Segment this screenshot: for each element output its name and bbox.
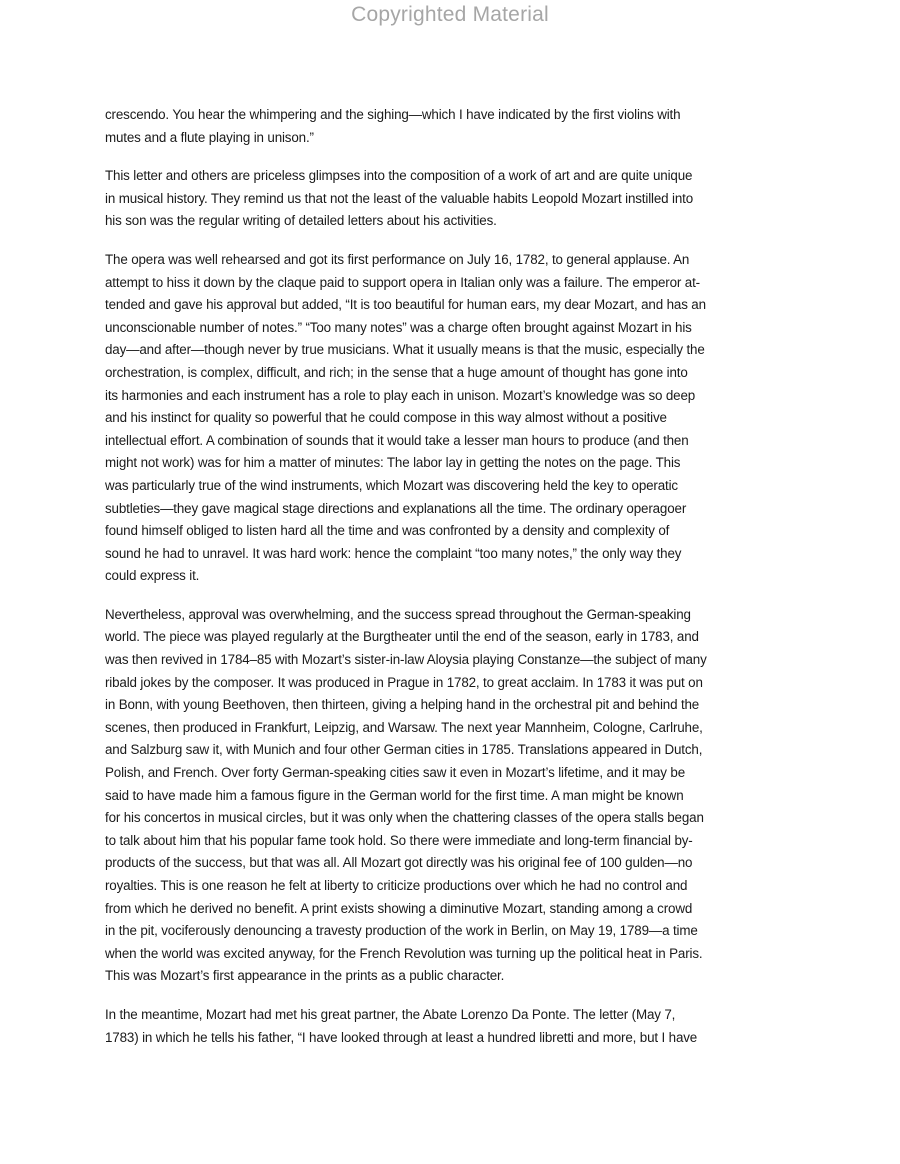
text-line: subtleties—they gave magical stage directions and explanations all the time. The ordinary operagoer <box>105 500 687 516</box>
paragraph <box>105 1004 793 1049</box>
text-line: mutes and a flute playing in unison.” <box>105 129 314 145</box>
text-line: In the meantime, Mozart had met his great partner, the Abate Lorenzo Da Ponte. The letter (May 7, <box>105 1006 676 1022</box>
text-line: his son was the regular writing of detailed letters about his activities. <box>105 213 497 229</box>
text-line: might not work) was for him a matter of minutes: The labor lay in getting the notes on the page. This <box>105 455 681 471</box>
text-line: Nevertheless, approval was overwhelming, and the success spread throughout the German-speaking <box>105 606 691 622</box>
text-line: sound he had to unravel. It was hard work: hence the complaint “too many notes,” the only way they <box>105 545 682 561</box>
text-line: tended and gave his approval but added, “It is too beautiful for human ears, my dear Mozart, and has an <box>105 297 706 313</box>
text-line: in musical history. They remind us that not the least of the valuable habits Leopold Mozart instilled into <box>105 190 693 206</box>
paragraph <box>105 104 793 149</box>
text-line: in Bonn, with young Beethoven, then thirteen, giving a helping hand in the orchestral pit and behind the <box>105 697 700 713</box>
paragraph <box>105 165 793 233</box>
text-line: scenes, then produced in Frankfurt, Leipzig, and Warsaw. The next year Mannheim, Cologne, Carlruhe, <box>105 719 703 735</box>
text-line: and Salzburg saw it, with Munich and four other German cities in 1785. Translations appeared in Dutch, <box>105 742 703 758</box>
text-line: 1783) in which he tells his father, “I have looked through at least a hundred libretti and more, but I have <box>105 1029 698 1045</box>
text-line: for his concertos in musical circles, but it was only when the chattering classes of the opera stalls began <box>105 810 704 826</box>
copyright-watermark: Copyrighted Material <box>351 3 549 26</box>
paragraph <box>105 249 793 588</box>
text-line: crescendo. You hear the whimpering and the sighing—which I have indicated by the first violins with <box>105 107 681 122</box>
text-line: day—and after—though never by true musicians. What it usually means is that the music, especially the <box>105 342 705 358</box>
text-line: from which he derived no benefit. A print exists showing a diminutive Mozart, standing among a crowd <box>105 900 693 916</box>
text-line: said to have made him a famous figure in the German world for the first time. A man might be known <box>105 787 684 803</box>
text-line: and his instinct for quality so powerful that he could compose in this way almost without a positive <box>105 410 667 426</box>
text-line: Polish, and French. Over forty German-speaking cities saw it even in Mozart’s lifetime, and it may be <box>105 765 685 781</box>
text-line: was then revived in 1784–85 with Mozart’s sister-in-law Aloysia playing Constanze—the subject of many <box>105 652 707 668</box>
text-line: could express it. <box>105 568 200 584</box>
text-line: products of the success, but that was all. All Mozart got directly was his original fee of 100 gulden—no <box>105 855 693 871</box>
text-line: This was Mozart’s first appearance in the prints as a public character. <box>105 968 505 984</box>
text-line: This letter and others are priceless glimpses into the composition of a work of art and are quite unique <box>105 168 693 184</box>
text-line: ribald jokes by the composer. It was produced in Prague in 1782, to great acclaim. In 1783 it was put on <box>105 674 703 690</box>
text-line: its harmonies and each instrument has a role to play each in unison. Mozart’s knowledge was so deep <box>105 387 696 403</box>
text-line: unconscionable number of notes.” “Too many notes” was a charge often brought against Mozart in his <box>105 319 692 335</box>
text-line: world. The piece was played regularly at the Burgtheater until the end of the season, early in 1783, and <box>105 629 699 645</box>
paragraph <box>105 604 793 988</box>
text-line: in the pit, vociferously denouncing a travesty production of the work in Berlin, on May 19, 1789—a time <box>105 923 698 939</box>
text-line: when the world was excited anyway, for the French Revolution was turning up the political heat in Paris. <box>105 945 703 961</box>
text-line: was particularly true of the wind instruments, which Mozart was discovering held the key to operatic <box>105 477 678 493</box>
text-line: to talk about him that his popular fame took hold. So there were immediate and long-term financial by- <box>105 832 693 848</box>
text-line: found himself obliged to listen hard all the time and was confronted by a density and complexity of <box>105 523 670 539</box>
text-line: The opera was well rehearsed and got its first performance on July 16, 1782, to general applause. An <box>105 251 690 267</box>
text-line: royalties. This is one reason he felt at liberty to criticize productions over which he had no control and <box>105 878 688 893</box>
text-line: intellectual effort. A combination of sounds that it would take a lesser man hours to produce (and then <box>105 432 689 448</box>
page-body-text <box>105 104 793 1065</box>
text-line: attempt to hiss it down by the claque paid to support opera in Italian only was a failure. The emperor at- <box>105 274 700 290</box>
text-line: orchestration, is complex, difficult, and rich; in the sense that a huge amount of thought has gone into <box>105 364 688 380</box>
